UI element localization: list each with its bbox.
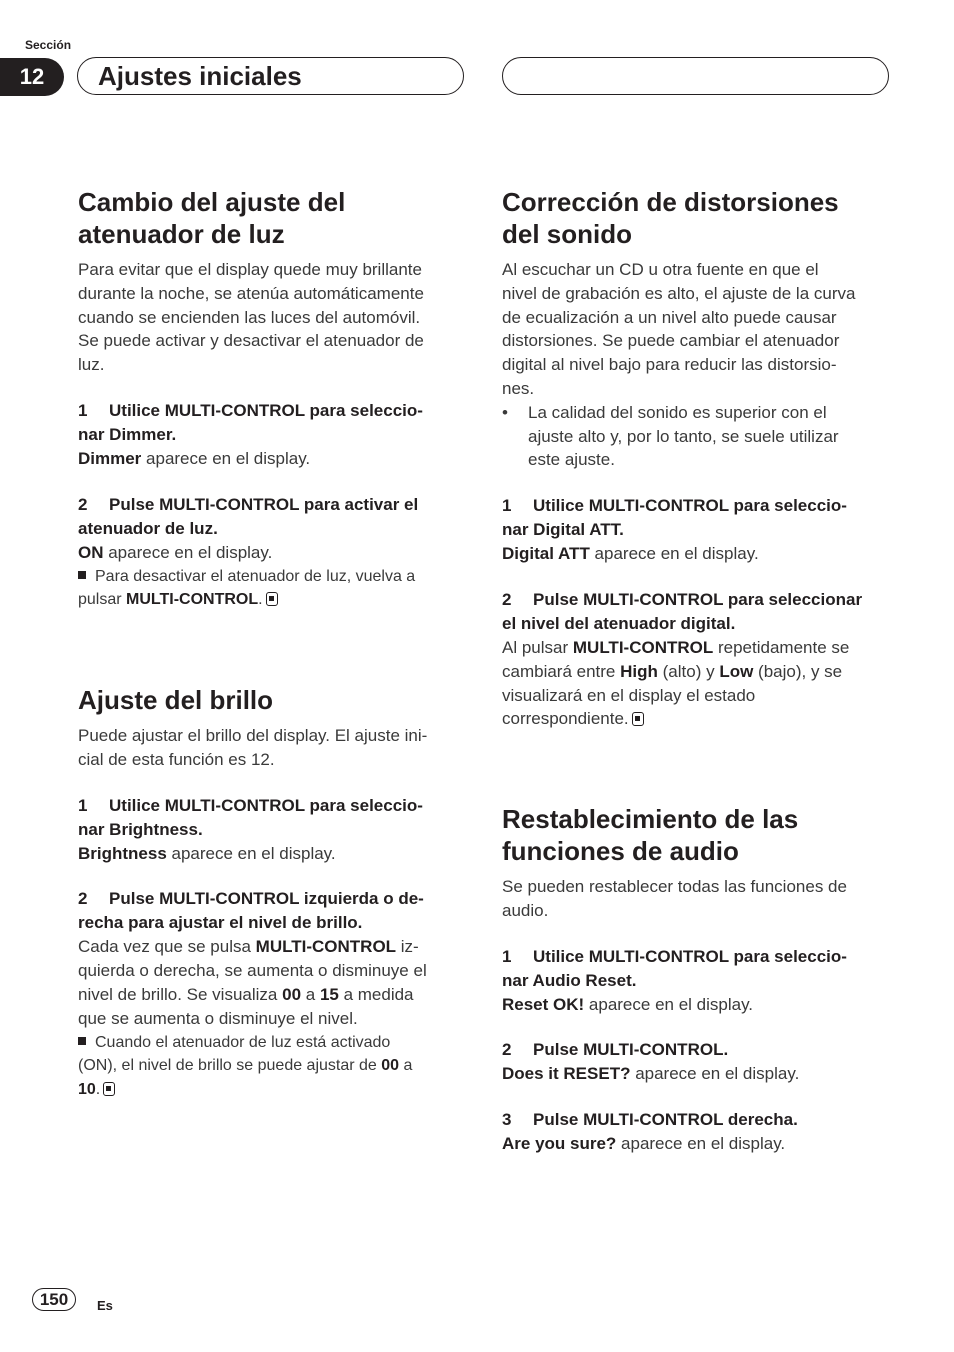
step-text: Pulse MULTI-CONTROL izquierda o de- xyxy=(109,889,424,909)
note-bold: MULTI-CONTROL xyxy=(126,591,259,609)
step-text: Utilice MULTI-CONTROL para seleccio- xyxy=(109,400,423,420)
end-mark-icon xyxy=(103,1082,115,1096)
reset-step-1 xyxy=(502,945,897,993)
note-bold: 10 xyxy=(78,1081,96,1099)
step-number: 1 xyxy=(78,400,88,420)
step-text: el nivel del atenuador digital. xyxy=(502,613,736,633)
reset-step-3 xyxy=(502,1108,897,1132)
reset-title xyxy=(502,803,897,867)
text: Cada vez que se pulsa xyxy=(78,937,256,957)
dimmer-step-1-result xyxy=(78,447,468,471)
text: (bajo), y se xyxy=(753,661,843,681)
distorsion-section xyxy=(502,186,897,731)
note-text: pulsar xyxy=(78,591,127,609)
step-number: 2 xyxy=(502,589,512,609)
note-square-icon xyxy=(78,571,86,579)
text-line: durante la noche, se atenúa automáticamente xyxy=(78,283,424,303)
result-text: aparece en el display. xyxy=(584,994,754,1014)
brillo-note xyxy=(78,1031,468,1102)
reset-step-2 xyxy=(502,1038,897,1062)
display-text: Does it RESET? xyxy=(502,1064,631,1084)
text: repetidamente se xyxy=(713,637,850,657)
brillo-intro xyxy=(78,724,468,772)
note-text: Cuando el atenuador de luz está activado xyxy=(95,1033,391,1051)
page-number: 150 xyxy=(32,1288,76,1311)
brillo-title: Ajuste del brillo xyxy=(78,685,274,715)
distorsion-title xyxy=(502,186,897,250)
bold-text: MULTI-CONTROL xyxy=(572,637,714,657)
step-text: Utilice MULTI-CONTROL para seleccio- xyxy=(533,946,847,966)
dimmer-title-line: Cambio del ajuste del xyxy=(78,187,346,217)
step-text: Pulse MULTI-CONTROL para activar el xyxy=(109,494,419,514)
brillo-step-2 xyxy=(78,887,468,935)
reset-title-line: Restablecimiento de las xyxy=(502,804,799,834)
text-line: Al escuchar un CD u otra fuente en que el xyxy=(502,260,819,279)
text: a xyxy=(301,984,320,1004)
note-square-icon xyxy=(78,1037,86,1045)
reset-step-2-result xyxy=(502,1062,897,1086)
dimmer-intro xyxy=(78,258,468,377)
display-text: Dimmer xyxy=(78,448,142,468)
step-text: atenuador de luz. xyxy=(78,518,218,538)
section-title-box xyxy=(77,57,464,95)
bold-text: 00 xyxy=(282,984,302,1004)
dimmer-title xyxy=(78,186,468,250)
bold-text: Low xyxy=(719,661,754,681)
note-text: . xyxy=(258,591,263,609)
note-text: Para desactivar el atenuador de luz, vuelva a xyxy=(95,567,416,585)
text-line: Se pueden restablecer todas las funciones de xyxy=(502,877,847,896)
step-text: nar Audio Reset. xyxy=(502,970,637,990)
reset-title-line: funciones de audio xyxy=(502,836,739,866)
step-text: nar Digital ATT. xyxy=(502,520,624,540)
text-line: Puede ajustar el brillo del display. El ajuste ini- xyxy=(78,726,428,745)
text-line: este ajuste. xyxy=(528,450,615,470)
text-line: cuando se encienden las luces del automóvil. xyxy=(78,307,421,327)
dimmer-step-2-result xyxy=(78,541,468,565)
display-text: ON xyxy=(78,542,104,562)
bold-text: 15 xyxy=(319,984,339,1004)
result-text: aparece en el display. xyxy=(616,1134,786,1154)
distorsion-title-line: del sonido xyxy=(502,219,632,249)
step-number: 2 xyxy=(78,889,88,909)
language-code: Es xyxy=(97,1298,113,1313)
step-number: 1 xyxy=(502,946,512,966)
text-line: de ecualización a un nivel alto puede causar xyxy=(502,307,837,327)
distorsion-bullet xyxy=(502,401,897,472)
section-number-tab xyxy=(0,58,64,96)
text-line: Se puede activar y desactivar el atenuador de xyxy=(78,331,424,351)
section-number: 12 xyxy=(19,64,45,89)
reset-step-1-result xyxy=(502,993,897,1017)
reset-section xyxy=(502,803,897,1156)
result-text: aparece en el display. xyxy=(166,843,336,863)
result-text: aparece en el display. xyxy=(141,448,311,468)
brillo-step-1 xyxy=(78,794,468,842)
note-text: (ON), el nivel de brillo se puede ajustar de xyxy=(78,1057,382,1075)
text-line: quierda o derecha, se aumenta o disminuye el xyxy=(78,961,427,981)
end-mark-icon xyxy=(632,712,644,726)
step-text: nar Brightness. xyxy=(78,819,203,839)
text-line: nes. xyxy=(502,378,535,398)
brillo-section xyxy=(78,684,468,1102)
step-number: 2 xyxy=(78,494,88,514)
distorsion-step-2-desc xyxy=(502,636,897,731)
text-line: nivel de grabación es alto, el ajuste de la curva xyxy=(502,283,856,303)
end-mark-icon xyxy=(266,592,278,606)
bold-text: MULTI-CONTROL xyxy=(255,937,397,957)
step-text: Pulse MULTI-CONTROL derecha. xyxy=(533,1110,798,1130)
text-line: Para evitar que el display quede muy brillante xyxy=(78,260,422,279)
reset-step-3-result xyxy=(502,1132,897,1156)
text-line: luz. xyxy=(78,355,105,375)
step-text: nar Dimmer. xyxy=(78,424,177,444)
display-text: Are you sure? xyxy=(502,1134,617,1154)
dimmer-title-line: atenuador de luz xyxy=(78,219,285,249)
text-line: que se aumenta o disminuye el nivel. xyxy=(78,1008,358,1028)
text: cambiará entre xyxy=(502,661,621,681)
dimmer-section xyxy=(78,186,468,612)
step-text: Pulse MULTI-CONTROL. xyxy=(533,1040,729,1060)
brillo-step-1-result xyxy=(78,842,468,866)
text-line: distorsiones. Se puede cambiar el atenuador xyxy=(502,331,840,351)
note-text: a xyxy=(399,1057,413,1075)
step-number: 1 xyxy=(502,496,512,516)
text-line: ajuste alto y, por lo tanto, se suele utilizar xyxy=(528,426,839,446)
distorsion-title-line: Corrección de distorsiones xyxy=(502,187,839,217)
text: (alto) y xyxy=(657,661,720,681)
step-text: Utilice MULTI-CONTROL para seleccio- xyxy=(109,795,423,815)
text: correspondiente. xyxy=(502,709,629,729)
text-line: visualizará en el display el estado xyxy=(502,685,756,705)
bold-text: High xyxy=(620,661,658,681)
right-header-box xyxy=(502,57,889,95)
text-line: La calidad del sonido es superior con el xyxy=(528,402,827,422)
text-line: cial de esta función es 12. xyxy=(78,749,275,769)
note-text: . xyxy=(95,1081,101,1099)
display-text: Reset OK! xyxy=(502,994,585,1014)
distorsion-step-2 xyxy=(502,588,897,636)
display-text: Brightness xyxy=(78,843,167,863)
text: iz- xyxy=(396,937,419,957)
step-text: Utilice MULTI-CONTROL para seleccio- xyxy=(533,496,847,516)
reset-intro xyxy=(502,875,897,923)
text-line: digital al nivel bajo para reducir las distorsio- xyxy=(502,355,837,375)
text-line: audio. xyxy=(502,900,549,920)
dimmer-note xyxy=(78,565,468,613)
section-title: Ajustes iniciales xyxy=(98,61,302,91)
distorsion-step-1-result xyxy=(502,542,897,566)
display-text: Digital ATT xyxy=(502,544,590,564)
distorsion-step-1 xyxy=(502,494,897,542)
text: a medida xyxy=(338,984,414,1004)
result-text: aparece en el display. xyxy=(630,1064,800,1084)
dimmer-step-1 xyxy=(78,399,468,447)
brillo-step-2-desc xyxy=(78,935,468,1030)
step-number: 3 xyxy=(502,1110,512,1130)
step-number: 1 xyxy=(78,795,88,815)
section-label: Sección xyxy=(25,38,72,52)
text: nivel de brillo. Se visualiza xyxy=(78,984,283,1004)
text: Al pulsar xyxy=(502,637,573,657)
step-text: Pulse MULTI-CONTROL para seleccionar xyxy=(533,589,863,609)
bullet-icon: • xyxy=(502,402,508,422)
result-text: aparece en el display. xyxy=(589,544,759,564)
step-number: 2 xyxy=(502,1040,512,1060)
note-bold: 00 xyxy=(381,1057,400,1075)
result-text: aparece en el display. xyxy=(103,542,273,562)
distorsion-intro xyxy=(502,258,897,401)
dimmer-step-2 xyxy=(78,493,468,541)
step-text: recha para ajustar el nivel de brillo. xyxy=(78,913,363,933)
